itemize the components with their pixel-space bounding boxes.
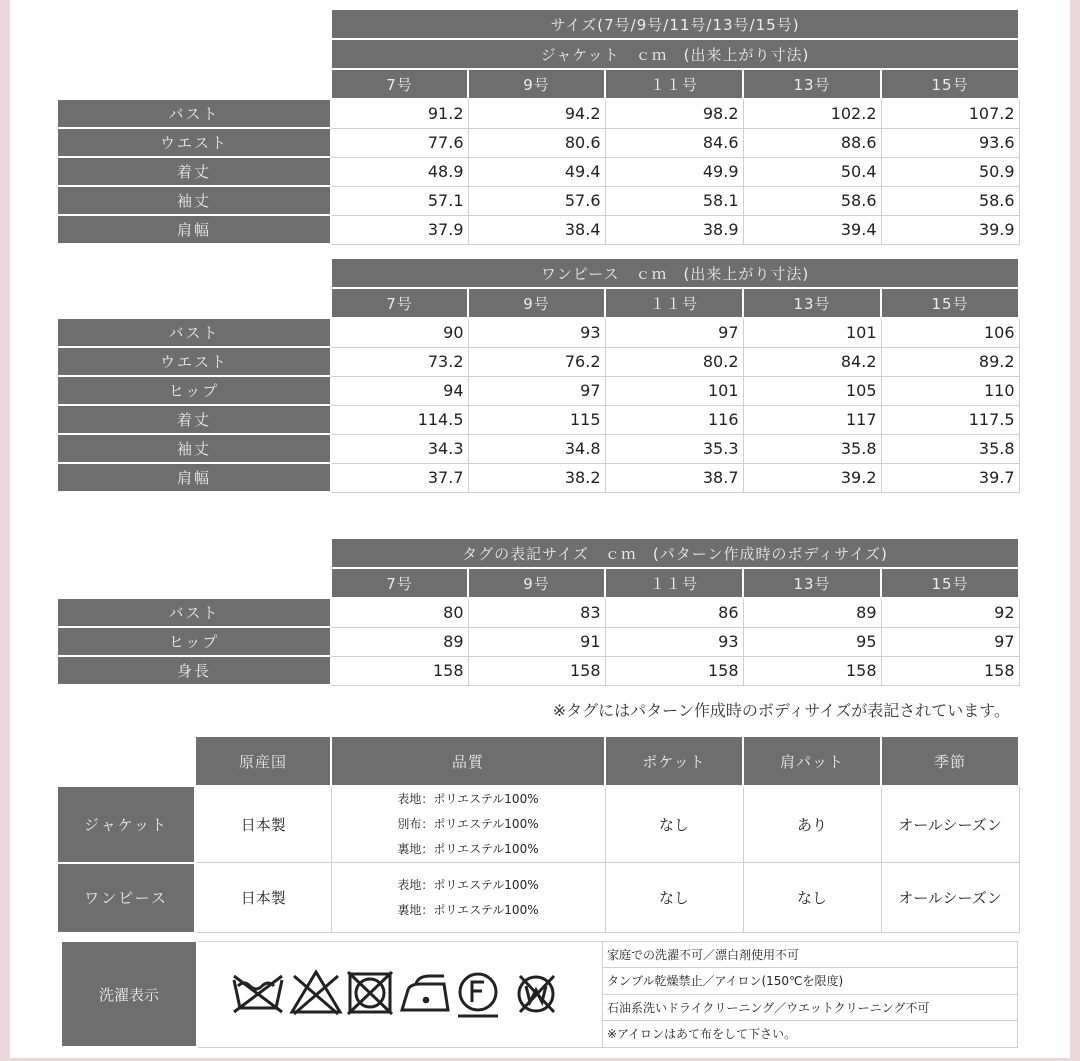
- cell-value: 49.4: [468, 157, 605, 186]
- info-header-pocket: ポケット: [605, 736, 743, 786]
- tag-size-table: [56, 537, 1020, 686]
- onepiece-col-header: 15号: [881, 288, 1019, 318]
- cell-value: 97: [605, 318, 743, 347]
- cell-value: 34.8: [468, 434, 605, 463]
- no-wash-icon: [234, 976, 282, 1012]
- pocket-value: なし: [605, 863, 743, 933]
- quality-line: 裏地：ポリエステル100%: [397, 902, 539, 917]
- product-info-table: [56, 735, 1020, 934]
- cell-value: 158: [605, 656, 743, 685]
- cell-value: 89: [331, 627, 468, 656]
- cell-value: 38.2: [468, 463, 605, 492]
- cell-value: 93: [605, 627, 743, 656]
- page: [10, 0, 1070, 1058]
- cell-value: 158: [743, 656, 881, 685]
- cell-value: 91.2: [331, 99, 468, 128]
- table-row: [57, 318, 1019, 347]
- care-icons-svg: [230, 962, 570, 1022]
- row-label: ワンピース: [57, 863, 195, 933]
- cell-value: 48.9: [331, 157, 468, 186]
- cell-value: 107.2: [881, 99, 1019, 128]
- row-label: ヒップ: [57, 376, 331, 405]
- table-row: [57, 186, 1019, 215]
- tag-note: ※タグにはパターン作成時のボディサイズが表記されています。: [552, 701, 1010, 720]
- cell-value: 116: [605, 405, 743, 434]
- cell-value: 49.9: [605, 157, 743, 186]
- care-text-line: 石油系洗いドライクリーニング／ウエットクリーニング不可: [603, 994, 1018, 1021]
- row-label: バスト: [57, 318, 331, 347]
- cell-value: 101: [743, 318, 881, 347]
- info-header-quality: 品質: [331, 736, 605, 786]
- cell-value: 57.6: [468, 186, 605, 215]
- cell-value: 97: [881, 627, 1019, 656]
- cell-value: 86: [605, 598, 743, 627]
- cell-value: 102.2: [743, 99, 881, 128]
- cell-value: 94.2: [468, 99, 605, 128]
- care-text-line: タンブル乾燥禁止／アイロン(150℃を限度): [603, 968, 1018, 995]
- row-label: ヒップ: [57, 627, 331, 656]
- info-header-shoulder-pad: 肩パット: [743, 736, 881, 786]
- tag-col-header: １１号: [605, 568, 743, 598]
- quality-line: 裏地：ポリエステル100%: [397, 842, 539, 856]
- onepiece-title: ワンピース ｃｍ (出来上がり寸法): [331, 258, 1019, 288]
- cell-value: 80: [331, 598, 468, 627]
- cell-value: 158: [881, 656, 1019, 685]
- cell-value: 94: [331, 376, 468, 405]
- table-row: [57, 463, 1019, 492]
- table-row: [57, 376, 1019, 405]
- row-label: ウエスト: [57, 128, 331, 157]
- size-range-title: サイズ(7号/9号/11号/13号/15号): [331, 9, 1019, 39]
- cell-value: 58.6: [881, 186, 1019, 215]
- cell-value: 57.1: [331, 186, 468, 215]
- jacket-title: ジャケット ｃｍ (出来上がり寸法): [331, 39, 1019, 69]
- quality-value: [331, 786, 605, 863]
- cell-value: 115: [468, 405, 605, 434]
- pocket-value: なし: [605, 786, 743, 863]
- cell-value: 84.6: [605, 128, 743, 157]
- quality-line: 表地：ポリエステル100%: [397, 877, 539, 892]
- table-row: [57, 598, 1019, 627]
- care-icons: [197, 941, 603, 1047]
- table-row: [57, 786, 1019, 863]
- jacket-size-table: [56, 8, 1020, 245]
- no-bleach-icon: [292, 972, 340, 1014]
- jacket-col-header: １１号: [605, 69, 743, 99]
- cell-value: 88.6: [743, 128, 881, 157]
- jacket-col-header: 7号: [331, 69, 468, 99]
- quality-line: 表地：ポリエステル100%: [397, 792, 539, 806]
- tag-col-header: 7号: [331, 568, 468, 598]
- table-row: [57, 863, 1019, 933]
- cell-value: 95: [743, 627, 881, 656]
- cell-value: 83: [468, 598, 605, 627]
- cell-value: 158: [331, 656, 468, 685]
- tag-col-header: 13号: [743, 568, 881, 598]
- origin-value: 日本製: [195, 863, 331, 933]
- info-header-origin: 原産国: [195, 736, 331, 786]
- care-label-title: 洗濯表示: [61, 941, 197, 1047]
- tag-col-header: 15号: [881, 568, 1019, 598]
- cell-value: 76.2: [468, 347, 605, 376]
- cell-value: 117.5: [881, 405, 1019, 434]
- cell-value: 84.2: [743, 347, 881, 376]
- table-row: [57, 656, 1019, 685]
- care-text-line: ※アイロンはあて布をして下さい。: [603, 1021, 1018, 1048]
- cell-value: 105: [743, 376, 881, 405]
- cell-value: 39.2: [743, 463, 881, 492]
- season-value: オールシーズン: [881, 863, 1019, 933]
- shoulder-pad-value: なし: [743, 863, 881, 933]
- onepiece-col-header: 13号: [743, 288, 881, 318]
- onepiece-col-header: 7号: [331, 288, 468, 318]
- cell-value: 35.8: [743, 434, 881, 463]
- tag-col-header: 9号: [468, 568, 605, 598]
- row-label: 袖丈: [57, 186, 331, 215]
- table-row: [57, 347, 1019, 376]
- cell-value: 89.2: [881, 347, 1019, 376]
- quality-line: 別布：ポリエステル100%: [397, 817, 539, 831]
- iron-low-icon: [402, 976, 448, 1010]
- table-row: [57, 157, 1019, 186]
- cell-value: 101: [605, 376, 743, 405]
- cell-value: 97: [468, 376, 605, 405]
- cell-value: 93.6: [881, 128, 1019, 157]
- cell-value: 38.7: [605, 463, 743, 492]
- table-row: [57, 434, 1019, 463]
- cell-value: 38.9: [605, 215, 743, 244]
- cell-value: 114.5: [331, 405, 468, 434]
- row-label: 肩幅: [57, 215, 331, 244]
- row-label: 身長: [57, 656, 331, 685]
- cell-value: 38.4: [468, 215, 605, 244]
- table-row: [57, 99, 1019, 128]
- cell-value: 90: [331, 318, 468, 347]
- onepiece-size-table: [56, 257, 1020, 493]
- onepiece-col-header: １１号: [605, 288, 743, 318]
- cell-value: 39.7: [881, 463, 1019, 492]
- jacket-col-header: 9号: [468, 69, 605, 99]
- row-label: 着丈: [57, 157, 331, 186]
- table-row: [57, 627, 1019, 656]
- cell-value: 35.8: [881, 434, 1019, 463]
- cell-value: 50.4: [743, 157, 881, 186]
- row-label: 肩幅: [57, 463, 331, 492]
- shoulder-pad-value: あり: [743, 786, 881, 863]
- cell-value: 106: [881, 318, 1019, 347]
- origin-value: 日本製: [195, 786, 331, 863]
- row-label: 袖丈: [57, 434, 331, 463]
- row-label: ウエスト: [57, 347, 331, 376]
- cell-value: 50.9: [881, 157, 1019, 186]
- cell-value: 58.6: [743, 186, 881, 215]
- cell-value: 158: [468, 656, 605, 685]
- cell-value: 39.9: [881, 215, 1019, 244]
- onepiece-col-header: 9号: [468, 288, 605, 318]
- jacket-col-header: 15号: [881, 69, 1019, 99]
- cell-value: 34.3: [331, 434, 468, 463]
- cell-value: 91: [468, 627, 605, 656]
- no-tumble-dry-icon: [348, 972, 392, 1014]
- cell-value: 35.3: [605, 434, 743, 463]
- care-label-table: [60, 940, 1018, 1048]
- cell-value: 80.2: [605, 347, 743, 376]
- dry-clean-f-icon: [458, 974, 498, 1016]
- cell-value: 37.7: [331, 463, 468, 492]
- cell-value: 117: [743, 405, 881, 434]
- season-value: オールシーズン: [881, 786, 1019, 863]
- table-row: [57, 128, 1019, 157]
- cell-value: 73.2: [331, 347, 468, 376]
- row-label: ジャケット: [57, 786, 195, 863]
- cell-value: 37.9: [331, 215, 468, 244]
- cell-value: 77.6: [331, 128, 468, 157]
- row-label: バスト: [57, 99, 331, 128]
- table-row: [57, 405, 1019, 434]
- quality-value: [331, 863, 605, 933]
- cell-value: 58.1: [605, 186, 743, 215]
- row-label: バスト: [57, 598, 331, 627]
- cell-value: 98.2: [605, 99, 743, 128]
- cell-value: 80.6: [468, 128, 605, 157]
- cell-value: 39.4: [743, 215, 881, 244]
- care-text-line: 家庭での洗濯不可／漂白剤使用不可: [603, 941, 1018, 968]
- tag-title: タグの表記サイズ ｃｍ (パターン作成時のボディサイズ): [331, 538, 1019, 568]
- row-label: 着丈: [57, 405, 331, 434]
- jacket-col-header: 13号: [743, 69, 881, 99]
- info-header-season: 季節: [881, 736, 1019, 786]
- cell-value: 93: [468, 318, 605, 347]
- table-row: [57, 215, 1019, 244]
- cell-value: 89: [743, 598, 881, 627]
- cell-value: 110: [881, 376, 1019, 405]
- cell-value: 92: [881, 598, 1019, 627]
- no-wet-clean-icon: [519, 976, 554, 1012]
